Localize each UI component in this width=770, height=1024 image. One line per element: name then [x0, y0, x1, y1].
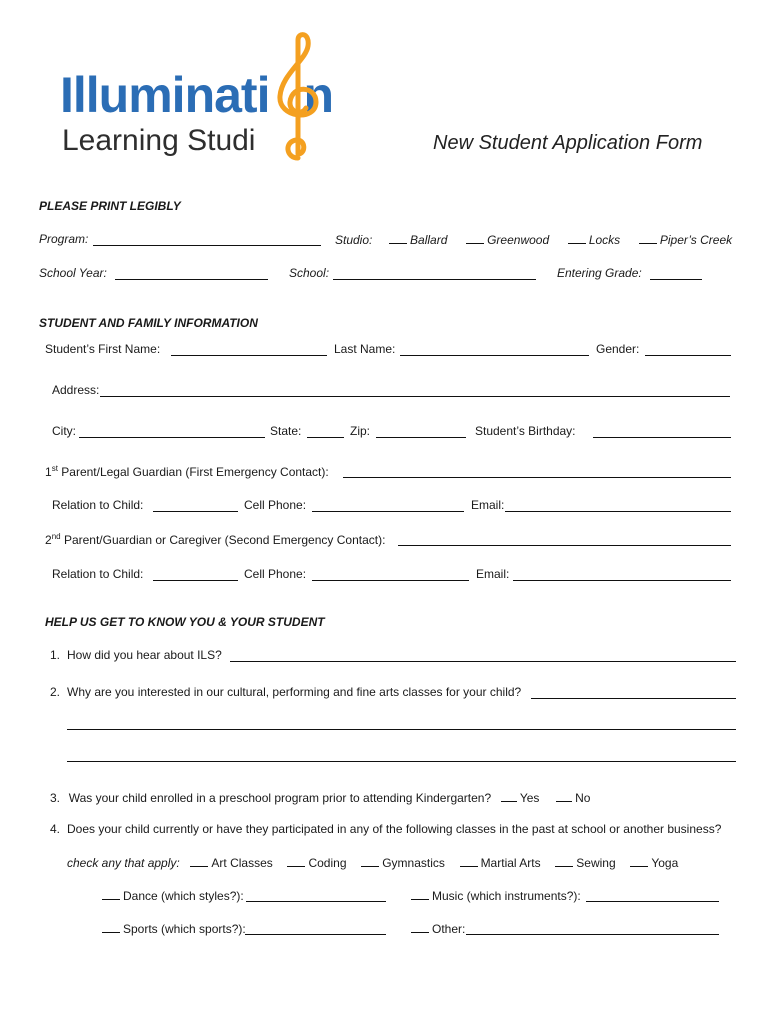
other-label: Other:: [432, 922, 466, 936]
email2-field[interactable]: [513, 580, 731, 581]
relation1-field[interactable]: [153, 511, 238, 512]
studio-ballard-checkbox[interactable]: [389, 232, 407, 244]
student-family-heading: STUDENT AND FAMILY INFORMATION: [39, 316, 258, 330]
question-1-field[interactable]: [230, 661, 736, 662]
question-2-label: Why are you interested in our cultural, performing and fine arts classes for your child?: [67, 685, 522, 699]
studio-option-pipers-creek: Piper’s Creek: [659, 233, 733, 247]
other-field[interactable]: [466, 934, 719, 935]
art-classes-checkbox[interactable]: [190, 855, 208, 867]
martial-arts-checkbox[interactable]: [460, 855, 478, 867]
music-label: Music (which instruments?):: [432, 889, 581, 903]
last-name-label: Last Name:: [334, 342, 396, 356]
logo: [60, 30, 350, 165]
parent2-field[interactable]: [398, 545, 731, 546]
logo-wordmark-bottom: Learning Studi: [62, 124, 256, 157]
birthday-label: Student’s Birthday:: [475, 424, 576, 438]
relation2-field[interactable]: [153, 580, 238, 581]
other-row: [411, 921, 465, 936]
class-checklist: [67, 855, 678, 870]
relation2-label: Relation to Child:: [52, 567, 144, 581]
first-name-label: Student’s First Name:: [45, 342, 161, 356]
dance-checkbox[interactable]: [102, 888, 120, 900]
studio-locks-checkbox[interactable]: [568, 232, 586, 244]
question-4-number: 4.: [50, 822, 61, 836]
entering-grade-label: Entering Grade:: [557, 266, 642, 280]
question-4-label: Does your child currently or have they participated in any of the following classes in the past at school or another business?: [67, 822, 722, 836]
question-1-label: How did you hear about ILS?: [67, 648, 222, 662]
dance-field[interactable]: [246, 901, 386, 902]
preschool-yes-checkbox[interactable]: [501, 790, 517, 802]
question-2-field-line-2[interactable]: [67, 729, 736, 730]
gender-label: Gender:: [596, 342, 640, 356]
school-field[interactable]: [333, 279, 536, 280]
studio-option-locks: Locks: [588, 233, 621, 247]
program-field[interactable]: [93, 245, 321, 246]
cell1-label: Cell Phone:: [244, 498, 307, 512]
studio-option-ballard: Ballard: [410, 233, 448, 247]
email2-label: Email:: [476, 567, 510, 581]
preschool-no-checkbox[interactable]: [556, 790, 572, 802]
check-any-label: check any that apply:: [67, 856, 180, 870]
dance-label: Dance (which styles?):: [123, 889, 244, 903]
last-name-field[interactable]: [400, 355, 589, 356]
birthday-field[interactable]: [593, 437, 731, 438]
question-3-number: 3.: [50, 791, 61, 805]
studio-option-greenwood: Greenwood: [487, 233, 550, 247]
sewing-checkbox[interactable]: [555, 855, 573, 867]
sports-row: [102, 921, 246, 936]
cell2-field[interactable]: [312, 580, 469, 581]
gymnastics-checkbox[interactable]: [361, 855, 379, 867]
parent2-label: 2nd Parent/Guardian or Caregiver (Second Emergency Contact):: [45, 532, 386, 547]
class-option-sewing: Sewing: [576, 856, 616, 870]
first-name-field[interactable]: [171, 355, 327, 356]
zip-label: Zip:: [350, 424, 371, 438]
parent1-field[interactable]: [343, 477, 731, 478]
question-3: [50, 790, 590, 805]
relation1-label: Relation to Child:: [52, 498, 144, 512]
state-field[interactable]: [307, 437, 344, 438]
question-2-number: 2.: [50, 685, 61, 699]
other-checkbox[interactable]: [411, 921, 429, 933]
class-option-martial-arts: Martial Arts: [480, 856, 541, 870]
preschool-yes-label: Yes: [519, 791, 540, 805]
address-field[interactable]: [100, 396, 730, 397]
cell1-field[interactable]: [312, 511, 464, 512]
cell2-label: Cell Phone:: [244, 567, 307, 581]
music-checkbox[interactable]: [411, 888, 429, 900]
question-1-number: 1.: [50, 648, 61, 662]
gender-field[interactable]: [645, 355, 731, 356]
city-label: City:: [52, 424, 76, 438]
studio-group: [335, 232, 732, 247]
preschool-no-label: No: [575, 791, 591, 805]
school-label: School:: [289, 266, 330, 280]
question-3-label: Was your child enrolled in a preschool program prior to attending Kindergarten?: [68, 791, 492, 805]
dance-row: [102, 888, 244, 903]
coding-checkbox[interactable]: [287, 855, 305, 867]
class-option-art: Art Classes: [211, 856, 273, 870]
logo-wordmark-top: Illuminati n: [60, 67, 334, 123]
question-2-field-line-3[interactable]: [67, 761, 736, 762]
sports-label: Sports (which sports?):: [123, 922, 246, 936]
parent1-label: 1st Parent/Legal Guardian (First Emergency Contact):: [45, 464, 329, 479]
music-field[interactable]: [586, 901, 719, 902]
state-label: State:: [270, 424, 302, 438]
school-year-label: School Year:: [39, 266, 107, 280]
email1-label: Email:: [471, 498, 505, 512]
class-option-yoga: Yoga: [651, 856, 679, 870]
zip-field[interactable]: [376, 437, 466, 438]
get-to-know-heading: HELP US GET TO KNOW YOU & YOUR STUDENT: [45, 615, 325, 629]
address-label: Address:: [52, 383, 100, 397]
sports-field[interactable]: [245, 934, 386, 935]
studio-greenwood-checkbox[interactable]: [466, 232, 484, 244]
treble-clef-icon: [268, 30, 328, 162]
question-2-field[interactable]: [531, 698, 736, 699]
class-option-coding: Coding: [308, 856, 347, 870]
print-instruction: PLEASE PRINT LEGIBLY: [39, 199, 181, 213]
program-label: Program:: [39, 232, 89, 246]
form-title: New Student Application Form: [433, 132, 703, 154]
school-year-field[interactable]: [115, 279, 268, 280]
yoga-checkbox[interactable]: [630, 855, 648, 867]
entering-grade-field[interactable]: [650, 279, 702, 280]
studio-label: Studio:: [335, 233, 373, 247]
studio-pipers-creek-checkbox[interactable]: [639, 232, 657, 244]
email1-field[interactable]: [505, 511, 731, 512]
class-option-gymnastics: Gymnastics: [382, 856, 445, 870]
city-field[interactable]: [79, 437, 265, 438]
sports-checkbox[interactable]: [102, 921, 120, 933]
music-row: [411, 888, 581, 903]
